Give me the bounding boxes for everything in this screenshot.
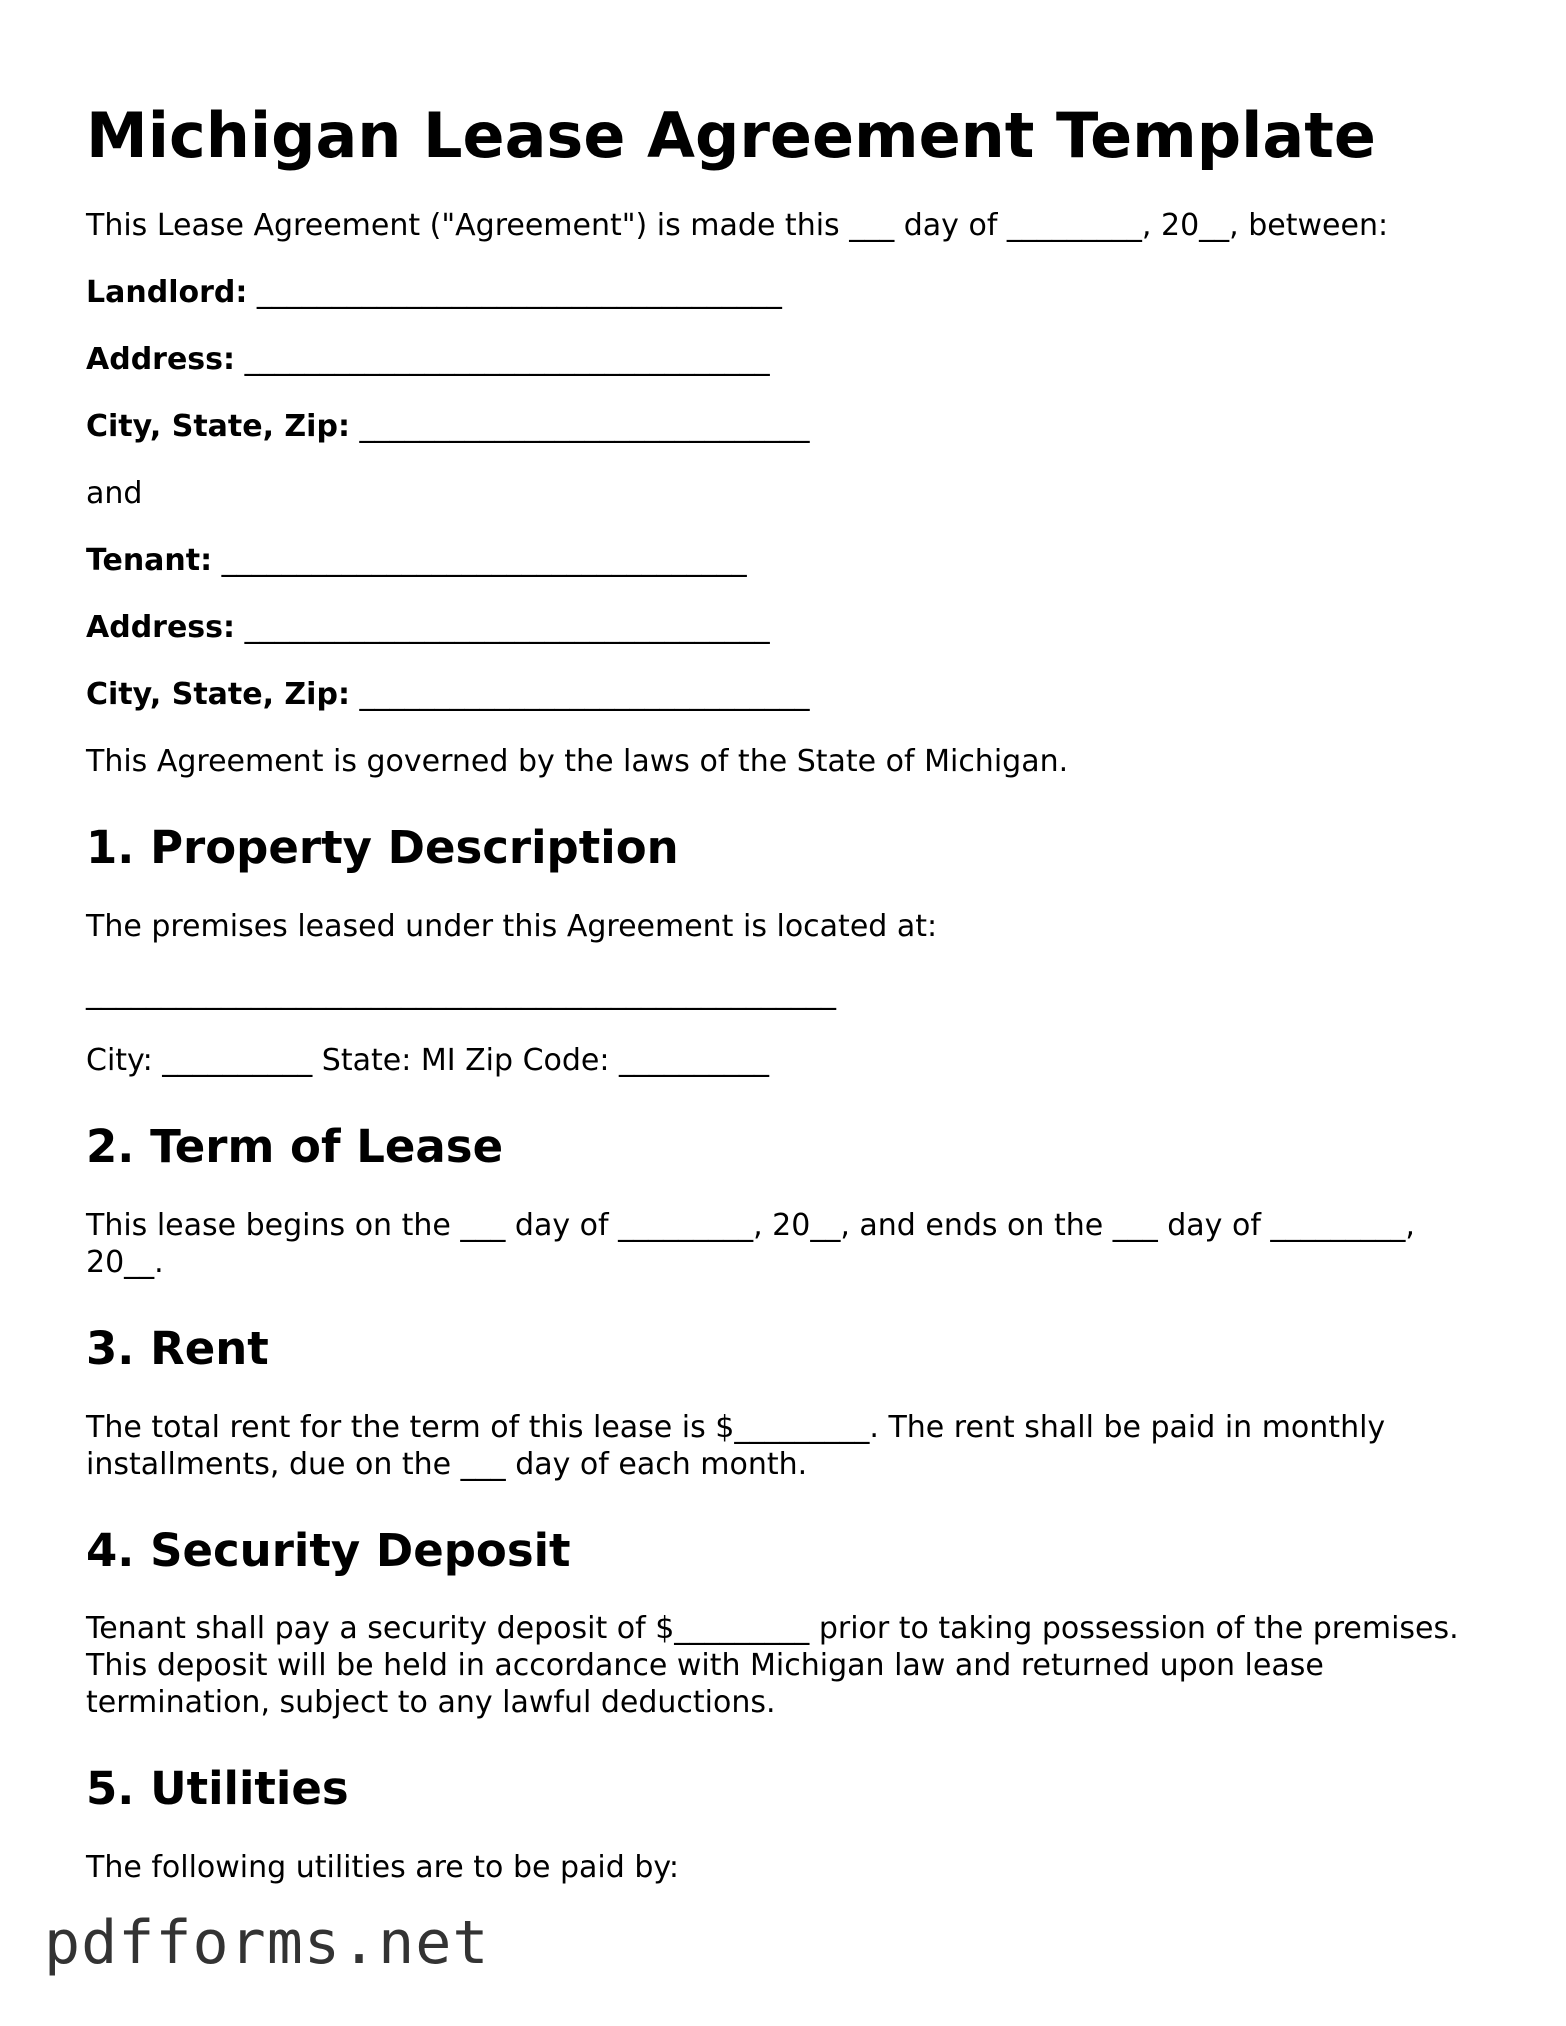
intro-paragraph: This Lease Agreement ("Agreement") is made this ___ day of _________, 20__, between: xyxy=(86,208,1389,244)
tenant-city-line: ______________________________ xyxy=(349,677,810,713)
tenant-city-label: City, State, Zip: xyxy=(86,677,350,713)
landlord-city-field xyxy=(86,408,1486,445)
landlord-address-line: ___________________________________ xyxy=(235,342,770,378)
tenant-address-label: Address: xyxy=(86,610,236,646)
rent-text: The total rent for the term of this lease is $_________. The rent shall be paid in monthly installments, due on the ___ day of each month. xyxy=(86,1409,1395,1482)
section-heading-rent: 3. Rent xyxy=(86,1321,269,1375)
tenant-name-line: ___________________________________ xyxy=(212,543,747,579)
utilities-text: The following utilities are to be paid by: xyxy=(86,1850,680,1886)
and-text: and xyxy=(86,476,143,512)
landlord-name-label: Landlord: xyxy=(86,275,248,311)
tenant-name-field xyxy=(86,542,1486,579)
section-heading-term: 2. Term of Lease xyxy=(86,1120,504,1174)
landlord-city-line: ______________________________ xyxy=(349,409,810,445)
landlord-address-field xyxy=(86,341,1486,378)
section-heading-deposit: 4. Security Deposit xyxy=(86,1523,571,1577)
document-title: Michigan Lease Agreement Template xyxy=(86,99,1376,172)
deposit-text: Tenant shall pay a security deposit of $_________ prior to taking possession of the premises. This deposit will be held in accordance with Michigan law and returned upon lease termination, subject to any lawful deductions. xyxy=(86,1611,1469,1721)
landlord-name-field xyxy=(86,274,1486,311)
tenant-name-label: Tenant: xyxy=(86,543,213,579)
landlord-name-line: ___________________________________ xyxy=(247,275,782,311)
tenant-city-field xyxy=(86,676,1486,713)
governing-law-text: This Agreement is governed by the laws of the State of Michigan. xyxy=(86,744,1069,780)
term-text: This lease begins on the ___ day of _________, 20__, and ends on the ___ day of _________, 20__. xyxy=(86,1207,1425,1280)
landlord-address-label: Address: xyxy=(86,342,236,378)
property-text: The premises leased under this Agreement is located at: xyxy=(86,909,938,945)
section-heading-property: 1. Property Description xyxy=(86,821,679,875)
landlord-city-label: City, State, Zip: xyxy=(86,409,350,445)
document-page xyxy=(86,100,1486,1916)
property-address-line: __________________________________________________ xyxy=(86,976,836,1012)
watermark-logo: pdfforms.net xyxy=(44,1908,490,1978)
property-city-state-zip: City: __________ State: MI Zip Code: __________ xyxy=(86,1043,770,1079)
tenant-address-line: ___________________________________ xyxy=(235,610,770,646)
section-heading-utilities: 5. Utilities xyxy=(86,1762,349,1816)
tenant-address-field xyxy=(86,609,1486,646)
